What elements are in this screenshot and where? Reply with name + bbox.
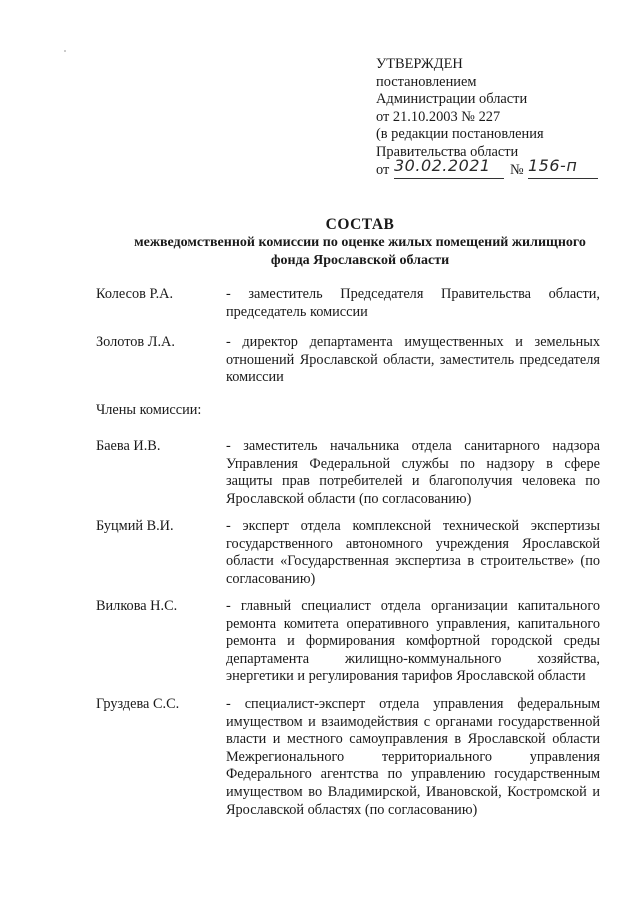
approval-line: от 21.10.2003 № 227 [376,108,501,125]
member-name: Колесов Р.А. [96,286,174,302]
handwritten-number: 156-п [528,155,578,175]
number-underline [528,178,598,179]
sig-number-label: № [510,161,524,178]
approval-block [376,56,616,180]
handwritten-date: 30.02.2021 [394,155,491,175]
amendment-signature-line [376,155,616,180]
title-subtitle-line: межведомственной комиссии по оценке жилых помещений жилищного [134,235,586,250]
member-name: Баева И.В. [96,438,161,454]
approval-line: Администрации области [376,91,528,108]
approval-line: УТВЕРЖДЕН [376,56,463,72]
sig-prefix: от [376,161,390,178]
member-position: - эксперт отдела комплексной технической экспертизы государственного автономного учреждения Ярославской области «Государственная экспертиза в строительстве» (по согласованию) [226,518,600,587]
member-position: - главный специалист отдела организации капитального ремонта комитета оперативного управления, капитального ремонта и формирования комфортной городской среды департамента жилищно-коммунального хозяйства, энергетики и регулирования тарифов Ярославской области [226,598,600,685]
members-label: Члены комиссии: [96,402,202,418]
title-subtitle-line: фонда Ярославской области [270,253,450,268]
member-row [96,696,600,841]
member-row [96,518,600,590]
member-row [96,438,600,510]
scan-speck [64,50,66,52]
member-row [96,598,600,688]
member-row [96,286,600,322]
approval-line: Правительства области [376,143,519,160]
member-position: - директор департамента имущественных и земельных отношений Ярославской области, заместитель председателя комиссии [226,334,600,386]
member-name: Вилкова Н.С. [96,598,178,614]
title-heading: СОСТАВ [325,216,395,233]
approval-line: (в редакции постановления [376,126,544,143]
member-position: - специалист-эксперт отдела управления федеральным имуществом и взаимодействия с органами государственной власти и местного самоуправления в Ярославской области Межрегионального территориального управления Федерального агентства по управлению государственным имуществом во Владимирской, Ивановской, Костромской и Ярославской областях (по согласованию) [226,696,600,818]
member-row [96,334,600,388]
date-underline [394,178,504,179]
member-name: Буцмий В.И. [96,518,174,534]
document-title [80,216,640,270]
member-position: - заместитель Председателя Правительства области, председатель комиссии [226,286,600,320]
member-name: Золотов Л.А. [96,334,175,350]
member-name: Груздева С.С. [96,696,180,712]
approval-line: постановлением [376,73,477,90]
member-position: - заместитель начальника отдела санитарного надзора Управления Федеральной службы по надзору в сфере защиты прав потребителей и благополучия человека по Ярославской области (по согласованию) [226,438,600,507]
